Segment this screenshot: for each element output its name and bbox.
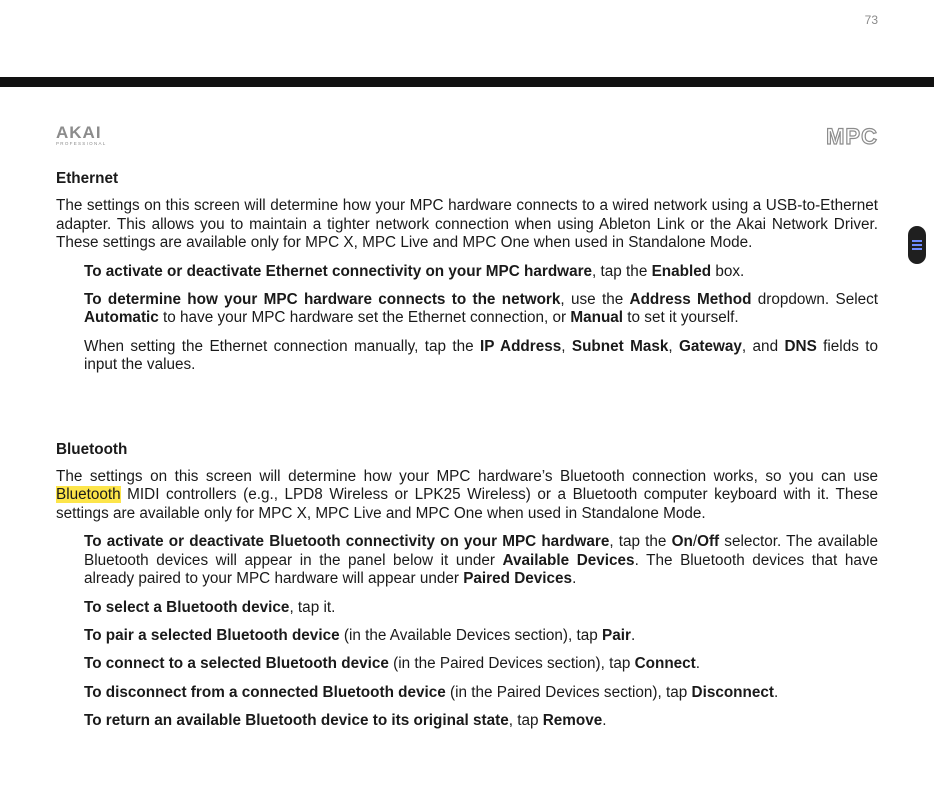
menu-icon — [912, 238, 922, 252]
ethernet-intro: The settings on this screen will determine how your MPC hardware connects to a wired network using a USB-to-Ethernet adapter. This allows you to maintain a tighter network connection when using Ableton Link or the Akai Network Driver. These settings are available only for MPC X, MPC Live and MPC One when used in Standalone Mode. — [56, 197, 878, 252]
search-highlight: Bluetooth — [56, 486, 121, 504]
bluetooth-item-toggle: To activate or deactivate Bluetooth connectivity on your MPC hardware, tap the On/Off selector. The available Bluetooth devices will appear in the panel below it under Available Devices. The Bluetooth devices that have already paired to your MPC hardware will appear under Paired Devices. — [84, 533, 879, 588]
ethernet-item-enable: To activate or deactivate Ethernet connectivity on your MPC hardware, tap the Enabled box. — [84, 262, 745, 280]
table-of-contents-button[interactable] — [908, 226, 926, 264]
document-body — [56, 170, 878, 741]
bluetooth-item-disconnect: To disconnect from a connected Bluetooth device (in the Paired Devices section), tap Disconnect. — [84, 683, 779, 701]
ethernet-heading: Ethernet — [56, 170, 119, 187]
bluetooth-item-select: To select a Bluetooth device, tap it. — [84, 598, 336, 616]
bluetooth-intro: The settings on this screen will determine how your MPC hardware’s Bluetooth connection works, so you can use Bluetooth MIDI controllers (e.g., LPD8 Wireless or LPK25 Wireless) or a Bluetooth computer keyboard with it. These settings are available only for MPC X, MPC Live and MPC One when used in Standalone Mode. — [56, 468, 878, 522]
bluetooth-heading: Bluetooth — [56, 440, 128, 458]
akai-logo: AKAI PROFESSIONAL — [56, 123, 107, 146]
bluetooth-item-pair: To pair a selected Bluetooth device (in the Available Devices section), tap Pair. — [84, 626, 636, 644]
ethernet-item-address-method: To determine how your MPC hardware connects to the network, use the Address Method dropdown. Select Automatic to have your MPC hardware set the Ethernet connection, or Manual to set it yourself. — [84, 291, 879, 327]
bluetooth-item-remove: To return an available Bluetooth device to its original state, tap Remove. — [84, 712, 607, 730]
bluetooth-item-connect: To connect to a selected Bluetooth device (in the Paired Devices section), tap Connect. — [84, 655, 701, 673]
mpc-logo: MPC — [826, 124, 878, 149]
page-number: 73 — [864, 13, 878, 27]
header-bar — [0, 77, 934, 87]
ethernet-item-manual-fields: When setting the Ethernet connection manually, tap the IP Address, Subnet Mask, Gateway, and DNS fields to input the values. — [84, 337, 878, 374]
